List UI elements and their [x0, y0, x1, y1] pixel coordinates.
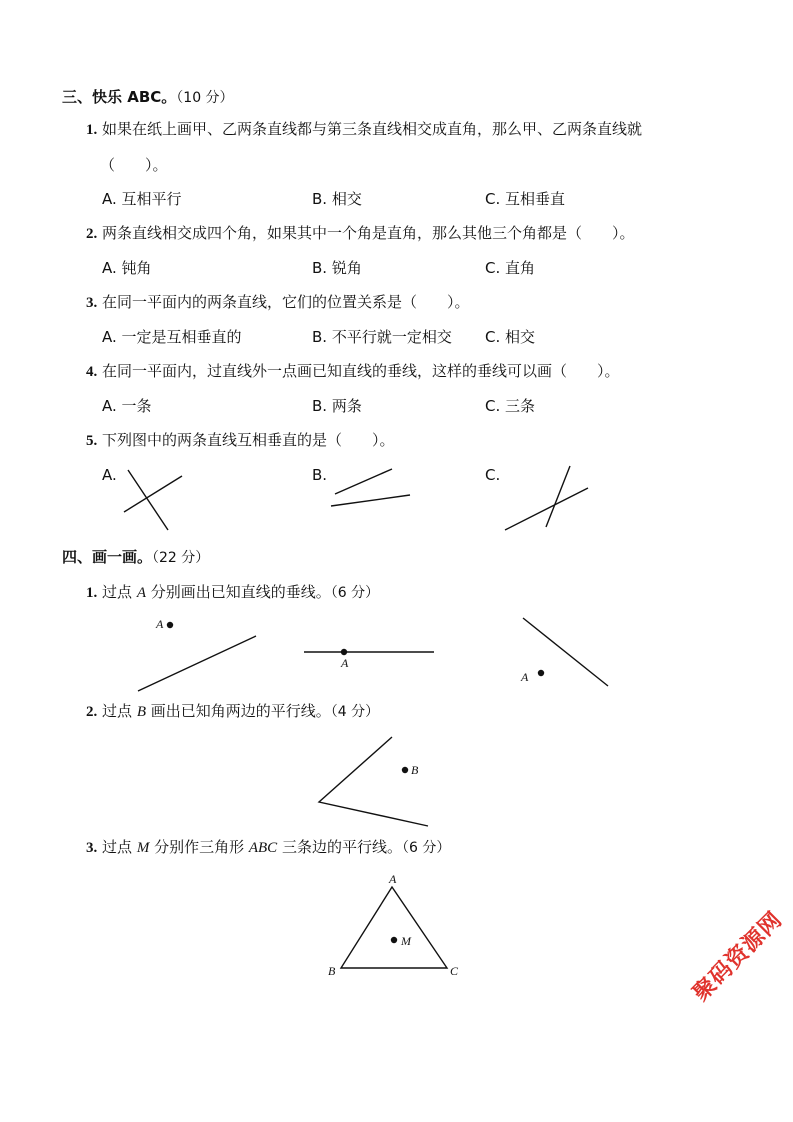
q4-2-angle-sides — [319, 737, 428, 826]
figure-q5-c — [505, 466, 588, 530]
figure-q4-1-a — [138, 617, 256, 691]
q3-3-num: 3. — [86, 295, 98, 311]
q3-4-num: 4. — [86, 364, 98, 380]
section3-title: 三、快乐 ABC。 — [62, 88, 177, 106]
watermark: 聚码资源网 — [688, 907, 788, 1007]
q4-3-label-b: B — [328, 964, 336, 978]
q3-2-option-c: C. 直角 — [485, 259, 536, 277]
q3-4-text: 在同一平面内，过直线外一点画已知直线的垂线，这样的垂线可以画（ ）。 — [102, 362, 620, 380]
q3-5-num: 5. — [86, 433, 98, 449]
q4-2-text-pre: 过点 — [102, 702, 137, 720]
q5-b-line-1 — [335, 469, 392, 494]
q3-1-blank: （ ）。 — [100, 156, 168, 174]
q4-3-text-post: 分别作三角形 — [149, 838, 249, 856]
figure-q5-b — [331, 469, 410, 506]
q5-c-line-1 — [546, 466, 570, 527]
q4-1-c-point — [538, 670, 544, 676]
q4-3-triangle-abc — [341, 887, 447, 968]
q4-1-num: 1. — [86, 585, 98, 601]
q5-a-line-1 — [128, 470, 168, 530]
q4-3-num: 3. — [86, 840, 98, 856]
section4-points: （22 分） — [152, 550, 210, 566]
q4-3-points: （6 分） — [401, 840, 451, 856]
q4-1-b-point — [341, 649, 347, 655]
figure-q4-1-c — [520, 618, 608, 686]
q4-1-a-label: A — [156, 617, 164, 631]
q4-3-label-c: C — [450, 964, 459, 978]
q3-5-option-b: B. — [312, 466, 328, 484]
q4-1-var: A — [136, 585, 146, 601]
q4-2-text-post: 画出已知角两边的平行线。 — [145, 702, 331, 720]
q3-2-option-b: B. 锐角 — [312, 259, 362, 277]
figure-q4-2-angle — [319, 737, 428, 826]
q5-c-line-2 — [505, 488, 588, 530]
q4-1-b-label: A — [341, 656, 349, 670]
q3-3-text: 在同一平面内的两条直线，它们的位置关系是（ ）。 — [102, 293, 470, 311]
figure-q4-1-b — [304, 649, 434, 670]
q4-3-var2: ABC — [248, 840, 278, 856]
q5-b-line-2 — [331, 495, 410, 506]
q4-3-point-m — [391, 937, 397, 943]
q4-1-a-line — [138, 636, 256, 691]
q3-5-text: 下列图中的两条直线互相垂直的是（ ）。 — [102, 431, 395, 449]
q3-2-num: 2. — [86, 226, 98, 242]
q4-3-text-post2: 三条边的平行线。 — [277, 838, 402, 856]
q4-1-c-line — [523, 618, 608, 686]
q4-2-var: B — [136, 704, 146, 720]
q4-3-label-m: M — [401, 934, 411, 948]
section4-title: 四、画一画。 — [62, 548, 153, 566]
section3-points: （10 分） — [176, 90, 234, 106]
q3-1-option-a: A. 互相平行 — [102, 190, 182, 208]
q4-3-text-pre: 过点 — [102, 838, 137, 856]
q3-1-option-b: B. 相交 — [312, 190, 362, 208]
q4-1-a-point — [167, 622, 173, 628]
q3-4-option-c: C. 三条 — [485, 397, 536, 415]
q3-3-option-a: A. 一定是互相垂直的 — [102, 328, 242, 346]
q3-3-option-c: C. 相交 — [485, 328, 536, 346]
q4-3-var: M — [136, 840, 150, 856]
figure-q5-a — [124, 470, 182, 530]
q3-4-option-b: B. 两条 — [312, 397, 362, 415]
q3-1-option-c: C. 互相垂直 — [485, 190, 566, 208]
q3-2-option-a: A. 钝角 — [102, 259, 152, 277]
q3-3-option-b: B. 不平行就一定相交 — [312, 328, 452, 346]
q3-5-option-c: C. — [485, 466, 501, 484]
q4-1-points: （6 分） — [330, 585, 380, 601]
q4-2-points: （4 分） — [330, 704, 380, 720]
q4-2-num: 2. — [86, 704, 98, 720]
q4-2-label-b: B — [411, 763, 419, 777]
q4-1-text-pre: 过点 — [102, 583, 137, 601]
q3-5-option-a: A. — [102, 466, 117, 484]
q3-1-num: 1. — [86, 122, 98, 138]
q4-3-label-a: A — [389, 872, 397, 886]
q4-1-text-post: 分别画出已知直线的垂线。 — [145, 583, 331, 601]
q4-2-point-b — [402, 767, 408, 773]
q3-4-option-a: A. 一条 — [102, 397, 152, 415]
q3-1-text: 如果在纸上画甲、乙两条直线都与第三条直线相交成直角，那么甲、乙两条直线就 — [102, 120, 643, 138]
figure-q4-3-triangle — [328, 872, 459, 978]
q4-1-c-label: A — [521, 670, 529, 684]
q3-2-text: 两条直线相交成四个角，如果其中一个角是直角，那么其他三个角都是（ ）。 — [102, 224, 635, 242]
